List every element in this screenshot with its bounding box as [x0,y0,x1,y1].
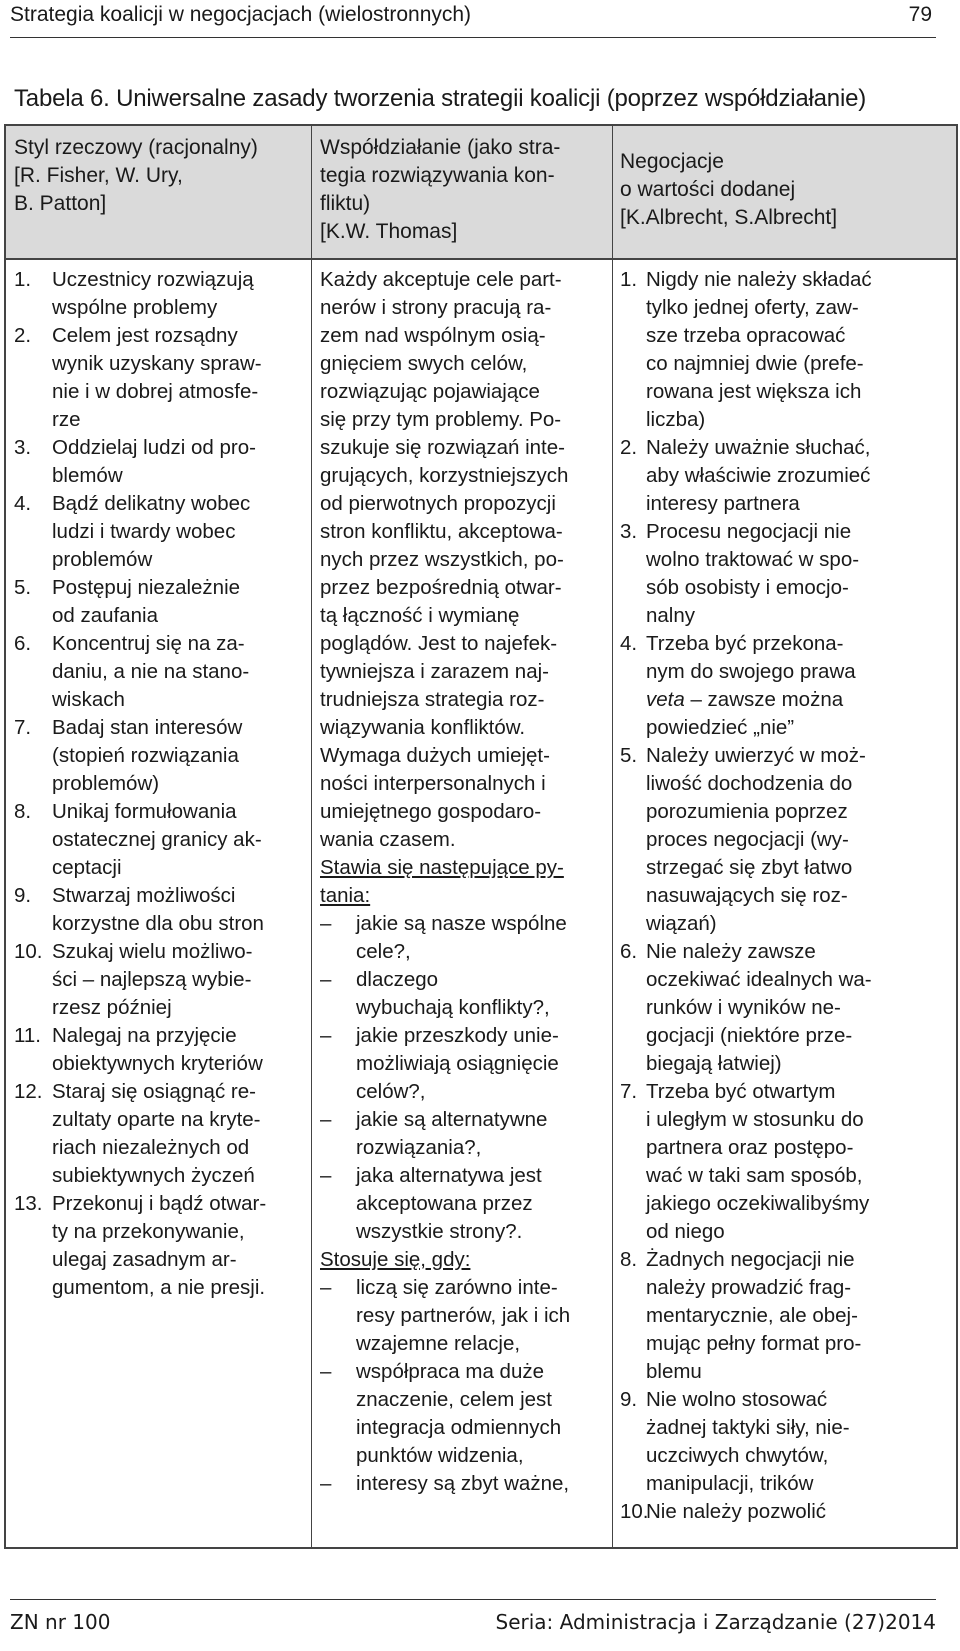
item-number: 5. [14,576,32,599]
list-item [14,490,306,574]
column-thomas [320,266,608,1498]
list-item [14,882,306,938]
page-number: 79 [908,3,932,26]
footer-rule [10,1599,936,1600]
list-item [14,938,306,1022]
item-number: 2. [14,324,32,347]
list-item [620,1498,954,1526]
item-number: 3. [14,436,32,459]
dash-text: liczą się zarówno inte- resy partnerów, jak i ich wzajemne relacje, [356,1276,571,1355]
list-item [14,798,306,882]
item-text: Procesu negocjacji nie wolno traktować w spo- sób osobisty i emocjo- nalny [646,520,860,627]
item-text: Celem jest rozsądny wynik uzyskany spraw- nie i w dobrej atmosfe- rze [52,324,262,431]
list-item [620,938,954,1078]
dash-item [320,1106,608,1162]
item-number: 5. [620,744,638,767]
item-text: Przekonuj i bądź otwar- ty na przekonywanie, ulegaj zasadnym ar- gumentom, a nie presji. [52,1192,267,1299]
item-number: 3. [620,520,638,543]
list-item [14,1078,306,1190]
item-text: Oddzielaj ludzi od pro- blemów [52,436,256,487]
item-number: 6. [14,632,32,655]
item-text: Należy uważnie słuchać, aby właściwie zrozumieć interesy partnera [646,436,871,515]
item-number: 10. [620,1500,649,1523]
dash-text: jaka alternatywa jest akceptowana przez wszystkie strony?. [356,1164,542,1243]
dash-marker: – [320,1024,332,1047]
item-text: Nalegaj na przyjęcie obiektywnych kryteriów [52,1024,263,1075]
item-text: Szukaj wielu możliwo- ści – najlepszą wybie- rzesz później [52,940,253,1019]
item-number: 1. [14,268,32,291]
item-text: Koncentruj się na za- daniu, a nie na stano- wiskach [52,632,250,711]
item-text: Żadnych negocjacji nie należy prowadzić frag- mentarycznie, ale obej- mując pełny format pro- blemu [646,1248,862,1383]
dash-marker: – [320,1276,332,1299]
applies-heading: Stosuje się, gdy: [320,1248,471,1271]
comparison-table [4,124,958,1549]
column-fisher-ury [14,266,306,1302]
dash-item [320,1470,608,1498]
dash-marker: – [320,968,332,991]
header-col3: Negocjacje o wartości dodanej [K.Albrecht, S.Albrecht] [620,150,838,229]
item-text: Staraj się osiągnąć re- zultaty oparte na kryte- riach niezależnych od subiektywnych życzeń [52,1080,261,1187]
list-item [620,1246,954,1386]
item-text: Nigdy nie należy składać tylko jednej oferty, zaw- sze trzeba opracować co najmniej dwie (prefe- rowana jest większa ich liczba) [646,268,872,431]
item-number: 11. [14,1024,41,1047]
dash-item [320,1022,608,1106]
item-number: 8. [14,800,32,823]
column-divider [311,126,312,1547]
dash-text: interesy są zbyt ważne, [356,1472,570,1495]
running-head [10,2,932,32]
dash-text: jakie są nasze wspólne cele?, [356,912,567,963]
item-text: Nie należy pozwolić [646,1500,827,1523]
item-number: 9. [620,1388,638,1411]
dash-marker: – [320,912,332,935]
footer-series: Seria: Administracja i Zarządzanie (27)2014 [495,1610,936,1634]
item-number: 8. [620,1248,638,1271]
item-text: Bądź delikatny wobec ludzi i twardy wobec problemów [52,492,251,571]
dash-marker: – [320,1472,332,1495]
col2-intro: Każdy akceptuje cele part- nerów i strony pracują ra- zem nad wspólnym osią- gnięciem swych celów, rozwiązując pojawiające się przy tym problemy. Po- szukuje się rozwiązań inte- grujących, korzystniejszych od pierwotnych propozycji stron konfliktu, akceptowa- nych przez wszystkich, po- przez bezpośrednią otwar- tą łączność i wymianę poglądów. Jest to najefek- tywniejsza i zarazem naj- trudniejsza strategia roz- wiązywania konfliktów. Wymaga dużych umiejęt- ności interpersonalnych i umiejętnego gospodaro- wania czasem. [320,268,569,851]
item-number: 12. [14,1080,43,1103]
dash-item [320,1162,608,1246]
list-item [620,518,954,630]
item-number: 2. [620,436,638,459]
dash-text: jakie są alternatywne rozwiązania?, [356,1108,548,1159]
column-albrecht [620,266,954,1526]
list-item [620,434,954,518]
list-item [14,322,306,434]
item-number: 4. [620,632,638,655]
list-item [620,630,954,742]
item-number: 7. [620,1080,638,1103]
header-col2: Współdziałanie (jako stra- tegia rozwiązywania kon- fliktu) [K.W. Thomas] [320,136,561,243]
item-text: Nie należy zawsze oczekiwać idealnych wa- runków i wyników ne- gocjacji (niektóre prze- biegają łatwiej) [646,940,872,1075]
list-item [14,714,306,798]
list-item [620,1386,954,1498]
dash-marker: – [320,1164,332,1187]
footer-journal: ZN nr 100 [10,1610,111,1634]
item-text: Unikaj formułowania ostatecznej granicy ak- ceptacji [52,800,262,879]
list-item [620,266,954,434]
list-item [14,1022,306,1078]
list-item [620,1078,954,1246]
list-item [620,742,954,938]
running-head-title: Strategia koalicji w negocjacjach (wielostronnych) [10,3,472,26]
item-text: Postępuj niezależnie od zaufania [52,576,241,627]
list-item [14,574,306,630]
item-text: Trzeba być otwartym i uległym w stosunku do partnera oraz postępo- wać w taki sam sposób, jakiego oczekiwalibyśmy od niego [646,1080,870,1243]
item-number: 9. [14,884,32,907]
dash-item [320,966,608,1022]
item-number: 4. [14,492,32,515]
dash-item [320,1358,608,1470]
dash-marker: – [320,1360,332,1383]
dash-item [320,910,608,966]
dash-text: współpraca ma duże znaczenie, celem jest integracja odmiennych punktów widzenia, [356,1360,562,1467]
item-text: Należy uwierzyć w moż- liwość dochodzenia do porozumienia poprzez proces negocjacji (wy- strzegać się zbyt łatwo nasuwających się roz- wiązań) [646,744,866,935]
header-rule [10,37,936,38]
item-number: 10. [14,940,43,963]
list-item [14,1190,306,1302]
page-footer [10,1609,936,1639]
dash-marker: – [320,1108,332,1131]
item-text: Badaj stan interesów (stopień rozwiązania problemów) [52,716,243,795]
item-number: 1. [620,268,638,291]
questions-list [320,910,608,1246]
item-text: Trzeba być przekona- nym do swojego prawa veta – zawsze można powiedzieć „nie” [646,632,856,739]
item-text: Nie wolno stosować żadnej taktyki siły, nie- uczciwych chwytów, manipulacji, trików [646,1388,850,1495]
dash-text: dlaczego wybuchają konflikty?, [356,968,550,1019]
list-item [14,434,306,490]
dash-item [320,1274,608,1358]
dash-text: jakie przeszkody unie- możliwiają osiągnięcie celów?, [356,1024,559,1103]
list-item [14,630,306,714]
list-item [14,266,306,322]
table-caption: Tabela 6. Uniwersalne zasady tworzenia strategii koalicji (poprzez współdziałanie) [14,85,867,112]
item-number: 7. [14,716,32,739]
item-text: Uczestnicy rozwiązują wspólne problemy [52,268,254,319]
header-col1: Styl rzeczowy (racjonalny) [R. Fisher, W. Ury, B. Patton] [14,136,258,215]
item-number: 13. [14,1192,43,1215]
item-text: Stwarzaj możliwości korzystne dla obu stron [52,884,264,935]
applies-list [320,1274,608,1498]
item-number: 6. [620,940,638,963]
column-divider [612,126,613,1547]
questions-heading: Stawia się następujące py- tania: [320,856,564,907]
